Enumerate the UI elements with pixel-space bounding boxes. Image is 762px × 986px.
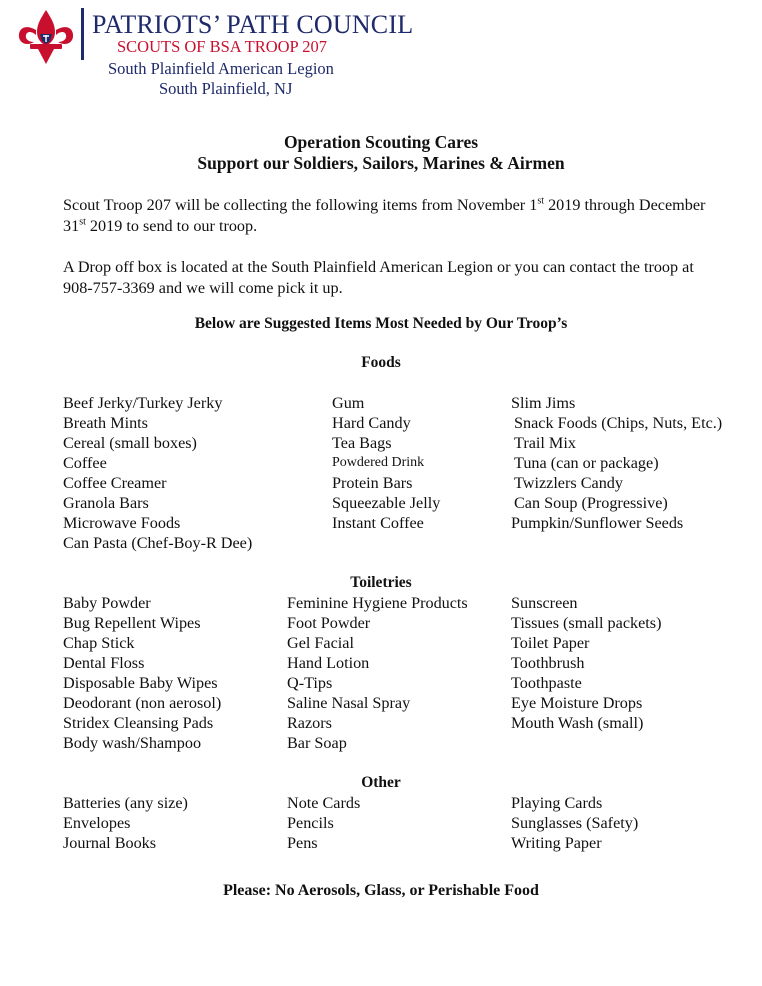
list-item: Bar Soap	[287, 734, 347, 752]
city-name: South Plainfield, NJ	[159, 79, 293, 98]
list-item: Journal Books	[63, 834, 157, 852]
foods-column-2	[332, 393, 440, 533]
list-item: Powdered Drink	[332, 455, 425, 470]
list-item: Writing Paper	[511, 834, 602, 852]
list-item: Disposable Baby Wipes	[63, 674, 218, 692]
document-title: Operation Scouting Cares	[283, 132, 479, 152]
list-item: Foot Powder	[287, 614, 371, 632]
foods-column-1	[63, 393, 252, 553]
list-item: Twizzlers Candy	[514, 474, 623, 492]
list-item: Bug Repellent Wipes	[63, 614, 201, 632]
toiletries-column-3	[511, 593, 661, 733]
list-item: Pencils	[287, 814, 334, 832]
list-item: Sunscreen	[511, 594, 578, 612]
document-subtitle: Support our Soldiers, Sailors, Marines & Airmen	[197, 153, 565, 173]
toiletries-column-1	[63, 593, 221, 753]
list-item: Mouth Wash (small)	[511, 714, 644, 732]
foods-column-3	[511, 393, 722, 533]
list-item: Cereal (small boxes)	[63, 434, 197, 452]
list-item: Microwave Foods	[63, 514, 181, 532]
list-item: Toilet Paper	[511, 634, 590, 652]
list-item: Batteries (any size)	[63, 794, 188, 812]
suggested-items-heading: Below are Suggested Items Most Needed by Our Troop’s	[194, 315, 568, 332]
other-column-3	[511, 793, 638, 853]
toiletries-column-2	[287, 593, 468, 753]
foods-heading: Foods	[361, 354, 401, 371]
list-item: Saline Nasal Spray	[287, 694, 411, 712]
list-item: Envelopes	[63, 814, 131, 832]
list-item: Baby Powder	[63, 594, 151, 612]
list-item: Hand Lotion	[287, 654, 370, 672]
list-item: Slim Jims	[511, 394, 576, 412]
other-heading: Other	[361, 774, 401, 791]
list-item: Can Soup (Progressive)	[514, 494, 668, 512]
intro-paragraph: Scout Troop 207 will be collecting the following items from November 1st 2019 through December 31st 2019 to send to our troop.	[63, 195, 706, 235]
dropoff-paragraph: A Drop off box is located at the South Plainfield American Legion or you can contact the troop at 908-757-3369 and we will come pick it up.	[63, 258, 694, 297]
legion-name: South Plainfield American Legion	[108, 59, 334, 78]
list-item: Tuna (can or package)	[514, 454, 659, 472]
list-item: Can Pasta (Chef-Boy-R Dee)	[63, 534, 253, 552]
list-item: Chap Stick	[63, 634, 135, 652]
list-item: Toothbrush	[511, 654, 585, 672]
list-item: Pens	[287, 834, 318, 852]
toiletries-heading: Toiletries	[350, 574, 412, 591]
list-item: Granola Bars	[63, 494, 149, 512]
list-item: Protein Bars	[332, 474, 413, 492]
list-item: Tissues (small packets)	[511, 614, 662, 632]
list-item: Gel Facial	[287, 634, 354, 652]
other-column-2	[287, 793, 360, 853]
list-item: Coffee Creamer	[63, 474, 167, 492]
list-item: Note Cards	[287, 794, 361, 812]
letterhead-divider	[81, 8, 84, 60]
list-item: Eye Moisture Drops	[511, 694, 643, 712]
list-item: Gum	[332, 394, 365, 412]
list-item: Hard Candy	[332, 414, 411, 432]
list-item: Body wash/Shampoo	[63, 734, 202, 752]
list-item: Coffee	[63, 454, 107, 472]
list-item: Dental Floss	[63, 654, 145, 672]
list-item: Deodorant (non aerosol)	[63, 694, 222, 712]
list-item: Snack Foods (Chips, Nuts, Etc.)	[514, 414, 723, 432]
list-item: Trail Mix	[514, 434, 576, 452]
list-item: Squeezable Jelly	[332, 494, 441, 512]
list-item: Feminine Hygiene Products	[287, 594, 468, 612]
council-name: PATRIOTS’ PATH COUNCIL	[92, 10, 414, 39]
list-item: Beef Jerky/Turkey Jerky	[63, 394, 223, 412]
list-item: Stridex Cleansing Pads	[63, 714, 214, 732]
list-item: Razors	[287, 714, 332, 732]
list-item: Sunglasses (Safety)	[511, 814, 639, 832]
list-item: Playing Cards	[511, 794, 603, 812]
other-column-1	[63, 793, 188, 853]
troop-name: SCOUTS OF BSA TROOP 207	[117, 37, 327, 56]
list-item: Toothpaste	[511, 674, 582, 692]
list-item: Tea Bags	[332, 434, 392, 452]
restrictions-note: Please: No Aerosols, Glass, or Perishable Food	[223, 882, 539, 899]
list-item: Instant Coffee	[332, 514, 424, 532]
list-item: Q-Tips	[287, 674, 333, 692]
list-item: Breath Mints	[63, 414, 148, 432]
scouts-fleur-de-lis-logo-icon	[16, 8, 76, 66]
list-item: Pumpkin/Sunflower Seeds	[511, 514, 684, 532]
